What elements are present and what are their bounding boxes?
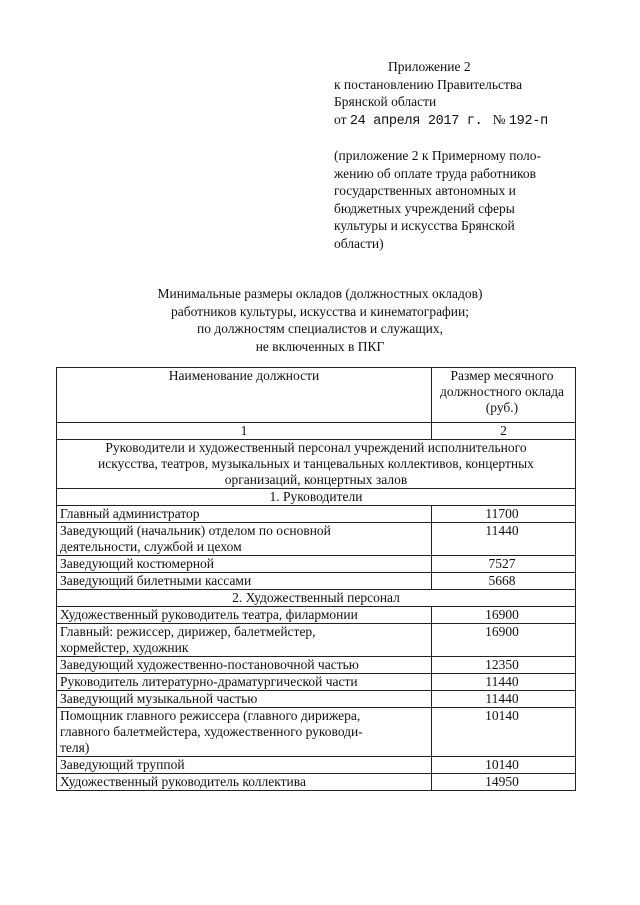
- name-line: Заведующий костюмерной: [60, 556, 215, 571]
- table-row: [57, 573, 576, 590]
- note-line: области): [334, 235, 384, 251]
- header-salary-line: Размер месячного: [450, 368, 554, 383]
- position-name: [57, 674, 432, 691]
- name-line: Главный: режиссер, дирижер, балетмейстер,: [60, 624, 316, 639]
- name-line: Художественный руководитель коллектива: [60, 774, 306, 789]
- name-line: главного балетмейстера, художественного руководи-: [60, 724, 363, 739]
- title-line: Минимальные размеры окладов (должностных окладов): [157, 286, 483, 301]
- table-row: [57, 624, 576, 657]
- date-value: 24 апреля 2017 г.: [349, 113, 483, 129]
- salary-value: 11440: [432, 691, 576, 708]
- name-line: Заведующий билетными кассами: [60, 573, 252, 588]
- section-line: организаций, концертных залов: [224, 472, 408, 487]
- position-name: [57, 523, 432, 556]
- position-name: [57, 573, 432, 590]
- table-row: [57, 556, 576, 573]
- appendix-date-line: [334, 111, 574, 131]
- name-line: теля): [60, 740, 90, 755]
- date-prefix: от: [334, 111, 347, 127]
- appendix-line: Брянской области: [334, 94, 437, 109]
- table-row: [57, 708, 576, 757]
- header-salary: [432, 368, 576, 423]
- name-line: Заведующий труппой: [60, 757, 185, 772]
- name-line: Главный администратор: [60, 506, 200, 521]
- title-line: по должностям специалистов и служащих,: [197, 321, 443, 337]
- note-line: государственных автономных и: [334, 183, 516, 198]
- note-line: культуры и искусства Брянской: [334, 218, 515, 233]
- name-line: Художественный руководитель театра, филармонии: [60, 607, 358, 622]
- position-name: [57, 657, 432, 674]
- table-header-row: [57, 368, 576, 423]
- position-name: [57, 757, 432, 774]
- note-line: жению об оплате труда работников: [334, 165, 536, 181]
- salary-value: 10140: [432, 708, 576, 757]
- name-line: Руководитель литературно-драматургической части: [60, 674, 358, 689]
- appendix-line: к постановлению Правительства: [334, 76, 523, 92]
- table-row: [57, 774, 576, 791]
- salary-value: 10140: [432, 757, 576, 774]
- column-number-2: 2: [432, 423, 576, 440]
- name-line: хормейстер, художник: [60, 640, 189, 655]
- name-line: Заведующий художественно-постановочной частью: [60, 657, 359, 672]
- salary-value: 11440: [432, 523, 576, 556]
- table-row: [57, 506, 576, 523]
- section-line: Руководители и художественный персонал учреждений исполнительного: [105, 440, 527, 455]
- position-name: [57, 624, 432, 657]
- header-salary-line: должностного оклада: [440, 384, 564, 399]
- table-row: [57, 523, 576, 556]
- name-line: деятельности, службой и цехом: [60, 539, 242, 554]
- salary-value: 16900: [432, 607, 576, 624]
- salary-value: 12350: [432, 657, 576, 674]
- column-number-1: 1: [57, 423, 432, 440]
- appendix-note: [334, 147, 574, 252]
- position-name: [57, 556, 432, 573]
- section-title: [57, 440, 576, 489]
- salary-value: 11440: [432, 674, 576, 691]
- group-row: [57, 590, 576, 607]
- group-row: [57, 489, 576, 506]
- title-line: не включенных в ПКГ: [255, 338, 385, 354]
- name-line: Заведующий (начальник) отделом по основной: [60, 523, 331, 538]
- column-number-row: [57, 423, 576, 440]
- position-name: [57, 607, 432, 624]
- document-title: [80, 285, 560, 355]
- position-name: [57, 708, 432, 757]
- name-line: Заведующий музыкальной частью: [60, 691, 258, 706]
- section-row: [57, 440, 576, 489]
- table-row: [57, 757, 576, 774]
- number-prefix: №: [492, 111, 506, 127]
- salary-value: 5668: [432, 573, 576, 590]
- salary-table: [56, 367, 576, 791]
- table-row: [57, 691, 576, 708]
- header-position-name: Наименование должности: [57, 368, 432, 423]
- position-name: [57, 691, 432, 708]
- title-line: работников культуры, искусства и кинематографии;: [170, 303, 470, 319]
- number-value: 192-п: [508, 113, 548, 129]
- position-name: [57, 506, 432, 523]
- section-line: искусства, театров, музыкальных и танцевальных коллективов, концертных: [98, 456, 534, 471]
- group-title: 1. Руководители: [57, 489, 576, 506]
- name-line: Помощник главного режиссера (главного дирижера,: [60, 708, 361, 723]
- salary-value: 7527: [432, 556, 576, 573]
- group-title: 2. Художественный персонал: [57, 590, 576, 607]
- appendix-title: Приложение 2: [388, 59, 471, 74]
- salary-value: 11700: [432, 506, 576, 523]
- salary-value: 14950: [432, 774, 576, 791]
- note-line: (приложение 2 к Примерному поло-: [334, 148, 542, 163]
- header-salary-line: (руб.): [485, 400, 519, 415]
- table-row: [57, 607, 576, 624]
- table-row: [57, 657, 576, 674]
- salary-value: 16900: [432, 624, 576, 657]
- appendix-block: [334, 58, 574, 252]
- note-line: бюджетных учреждений сферы: [334, 200, 515, 216]
- table-row: [57, 674, 576, 691]
- position-name: [57, 774, 432, 791]
